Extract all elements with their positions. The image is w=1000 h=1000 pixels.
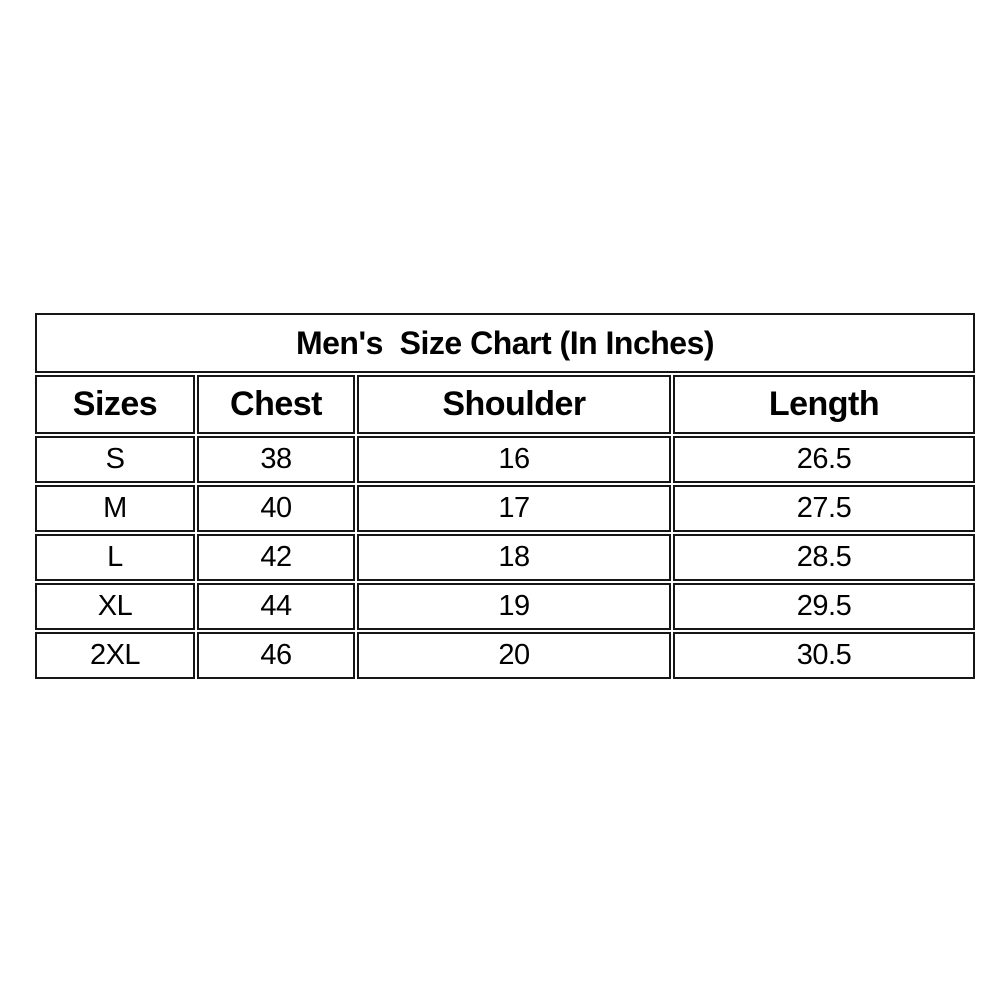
size-cell: 2XL: [35, 632, 195, 679]
column-header-shoulder: Shoulder: [357, 375, 671, 434]
chest-cell: 46: [197, 632, 355, 679]
size-cell: S: [35, 436, 195, 483]
shoulder-cell: 20: [357, 632, 671, 679]
size-cell: M: [35, 485, 195, 532]
length-cell: 30.5: [673, 632, 975, 679]
chart-title: Men's Size Chart (In Inches): [35, 313, 975, 373]
length-cell: 29.5: [673, 583, 975, 630]
shoulder-cell: 19: [357, 583, 671, 630]
size-cell: XL: [35, 583, 195, 630]
table-row-l: [35, 534, 975, 581]
chest-cell: 40: [197, 485, 355, 532]
table-row-2xl: [35, 632, 975, 679]
header-row: [35, 375, 975, 434]
table-row-s: [35, 436, 975, 483]
table-row-m: [35, 485, 975, 532]
column-header-sizes: Sizes: [35, 375, 195, 434]
shoulder-cell: 18: [357, 534, 671, 581]
chest-cell: 38: [197, 436, 355, 483]
column-header-length: Length: [673, 375, 975, 434]
shoulder-cell: 17: [357, 485, 671, 532]
shoulder-cell: 16: [357, 436, 671, 483]
size-cell: L: [35, 534, 195, 581]
length-cell: 27.5: [673, 485, 975, 532]
table-row-xl: [35, 583, 975, 630]
mens-size-chart-table: [33, 311, 977, 681]
length-cell: 28.5: [673, 534, 975, 581]
length-cell: 26.5: [673, 436, 975, 483]
chest-cell: 42: [197, 534, 355, 581]
title-row: [35, 313, 975, 373]
column-header-chest: Chest: [197, 375, 355, 434]
chest-cell: 44: [197, 583, 355, 630]
